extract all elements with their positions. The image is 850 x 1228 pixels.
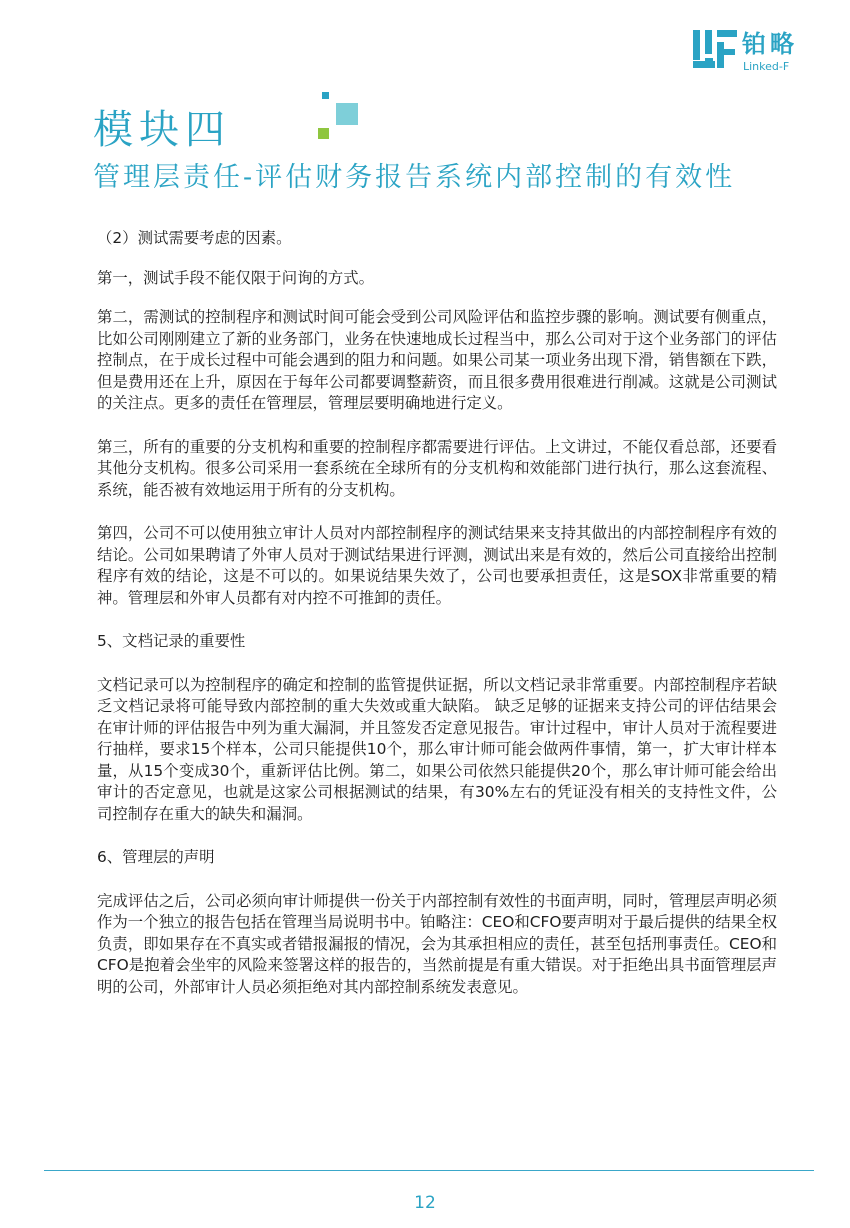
footer-divider	[44, 1170, 814, 1171]
paragraph-management-statement: 完成评估之后，公司必须向审计师提供一份关于内部控制有效性的书面声明，同时，管理层声明必须作为一个独立的报告包括在管理当局说明书中。铂略注：CEO和CFO要声明对于最后提供的结果全权负责，即如果存在不真实或者错报漏报的情况，会为其承担相应的责任，甚至包括刑事责任。CEO和CFO是抱着会坐牢的风险来签署这样的报告的，当然前提是有重大错误。对于拒绝出具书面管理层声明的公司，外部审计人员必须拒绝对其内部控制系统发表意见。	[97, 891, 777, 996]
document-body	[97, 228, 777, 998]
section-heading-management-statement: 6、管理层的声明	[97, 848, 215, 866]
paragraph-documentation: 文档记录可以为控制程序的确定和控制的监管提供证据，所以文档记录非常重要。内部控制程序若缺乏文档记录将可能导致内部控制的重大失效或重大缺陷。 缺乏足够的证据来支持公司的评估结果会在审计师的评估报告中列为重大漏洞，并且签发否定意见报告。审计过程中，审计人员对于流程要进行抽样，要求15个样本，公司只能提供10个，那么审计师可能会做两件事情，第一，扩大审计样本量，从15个变成30个，重新评估比例。第二，如果公司依然只能提供20个，那么审计师可能会给出审计的否定意见，也就是这家公司根据测试的结果，有30%左右的凭证没有相关的支持性文件，公司控制存在重大的缺失和漏洞。	[97, 675, 777, 823]
linked-f-logo-icon	[693, 30, 737, 74]
decor-square-green	[318, 128, 329, 139]
paragraph-second: 第二，需测试的控制程序和测试时间可能会受到公司风险评估和监控步骤的影响。测试要有侧重点，比如公司刚刚建立了新的业务部门，业务在快速地成长过程当中，那么公司对于这个业务部门的评估控制点，在于成长过程中可能会遇到的阻力和问题。如果公司某一项业务出现下滑，销售额在下跌，但是费用还在上升，原因在于每年公司都要调整薪资，而且很多费用很难进行削减。这就是公司测试的关注点。更多的责任在管理层，管理层要明确地进行定义。	[97, 308, 777, 412]
paragraph-first: 第一，测试手段不能仅限于问询的方式。	[97, 268, 375, 287]
page-number: 12	[414, 1193, 436, 1213]
section-heading-test-factors: （2）测试需要考虑的因素。	[97, 229, 292, 247]
decor-square-dark	[322, 92, 329, 99]
module-title: 模块四	[93, 107, 231, 153]
logo-name-cn: 铂略	[742, 30, 798, 58]
section-heading-documentation: 5、文档记录的重要性	[97, 632, 246, 650]
paragraph-third: 第三，所有的重要的分支机构和重要的控制程序都需要进行评估。上文讲过，不能仅看总部，还要看其他分支机构。很多公司采用一套系统在全球所有的分支机构和效能部门进行执行，那么这套流程、系统，能否被有效地运用于所有的分支机构。	[97, 437, 777, 499]
brand-logo	[693, 30, 818, 75]
decor-square-light	[336, 103, 358, 125]
paragraph-fourth: 第四，公司不可以使用独立审计人员对内部控制程序的测试结果来支持其做出的内部控制程序有效的结论。公司如果聘请了外审人员对于测试结果进行评测，测试出来是有效的，然后公司直接给出控制程序有效的结论，这是不可以的。如果说结果失效了，公司也要承担责任，这是SOX非常重要的精神。管理层和外审人员都有对内控不可推卸的责任。	[97, 524, 777, 607]
logo-name-en: Linked-F	[743, 60, 790, 73]
module-subtitle: 管理层责任-评估财务报告系统内部控制的有效性	[93, 162, 736, 193]
